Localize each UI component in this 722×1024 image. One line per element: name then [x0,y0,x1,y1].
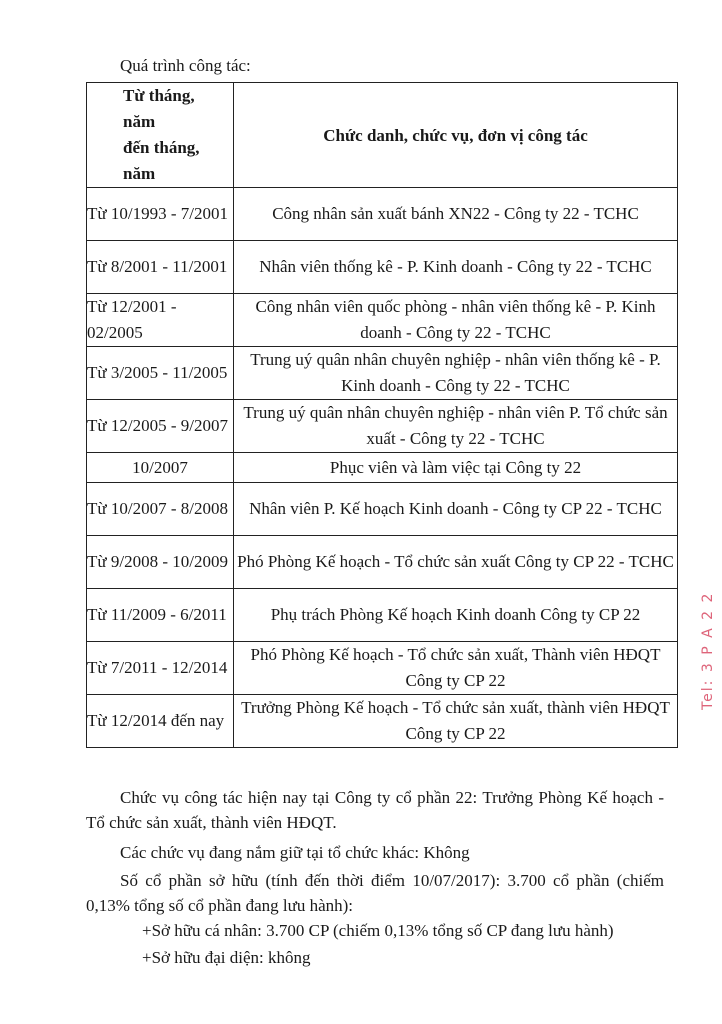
personal-ownership-line: +Sở hữu cá nhân: 3.700 CP (chiếm 0,13% tổng số CP đang lưu hành) [142,921,614,940]
table-row [87,695,678,748]
position-cell: Công nhân sản xuất bánh XN22 - Công ty 22 - TCHC [234,188,678,241]
position-cell: Phụ trách Phòng Kế hoạch Kinh doanh Công ty CP 22 [234,589,678,642]
period-cell: Từ 9/2008 - 10/2009 [87,536,234,589]
representative-ownership-line: +Sở hữu đại diện: không [142,948,311,967]
period-cell: Từ 8/2001 - 11/2001 [87,241,234,294]
position-cell: Công nhân viên quốc phòng - nhân viên thống kê - P. Kinh doanh - Công ty 22 - TCHC [234,294,678,347]
header-period-line: năm [123,164,156,183]
table-row [87,188,678,241]
position-cell: Phó Phòng Kế hoạch - Tổ chức sản xuất Công ty CP 22 - TCHC [234,536,678,589]
period-cell: Từ 12/2001 - 02/2005 [87,294,234,347]
other-positions-paragraph: Các chức vụ đang nắm giữ tại tổ chức khác: Không [120,843,470,862]
position-cell: Trung uý quân nhân chuyên nghiệp - nhân viên thống kê - P. Kinh doanh - Công ty 22 - TCHC [234,347,678,400]
table-row [87,589,678,642]
shares-owned-paragraph: Số cổ phần sở hữu (tính đến thời điểm 10/07/2017): 3.700 cổ phần (chiếm 0,13% tổng số cổ phần đang lưu hành): [86,871,664,915]
period-cell: Từ 11/2009 - 6/2011 [87,589,234,642]
table-row [87,536,678,589]
position-cell: Nhân viên P. Kế hoạch Kinh doanh - Công ty CP 22 - TCHC [234,483,678,536]
period-cell: Từ 12/2005 - 9/2007 [87,400,234,453]
period-cell: Từ 7/2011 - 12/2014 [87,642,234,695]
current-position-paragraph: Chức vụ công tác hiện nay tại Công ty cổ phần 22: Trưởng Phòng Kế hoạch - Tổ chức sản xuất, thành viên HĐQT. [86,788,664,832]
period-cell: Từ 12/2014 đến nay [87,695,234,748]
header-period [87,83,234,188]
period-cell: Từ 10/1993 - 7/2001 [87,188,234,241]
table-row [87,453,678,483]
position-cell: Nhân viên thống kê - P. Kinh doanh - Công ty 22 - TCHC [234,241,678,294]
header-period-line: năm [123,112,156,131]
position-cell: Trung uý quân nhân chuyên nghiệp - nhân viên P. Tổ chức sản xuất - Công ty 22 - TCHC [234,400,678,453]
header-period-line: Từ tháng, [123,86,195,105]
table-row [87,642,678,695]
table-row [87,294,678,347]
position-cell: Trưởng Phòng Kế hoạch - Tổ chức sản xuất, thành viên HĐQT Công ty CP 22 [234,695,678,748]
position-cell: Phục viên và làm việc tại Công ty 22 [234,453,678,483]
red-stamp-mark: Tel: 3 P A 2 2 [700,591,716,710]
period-cell: Từ 3/2005 - 11/2005 [87,347,234,400]
table-row [87,347,678,400]
header-position: Chức danh, chức vụ, đơn vị công tác [234,83,678,188]
table-header-row [87,83,678,188]
table-row [87,241,678,294]
period-cell: 10/2007 [87,453,234,483]
career-history-table [86,82,678,748]
position-cell: Phó Phòng Kế hoạch - Tổ chức sản xuất, Thành viên HĐQT Công ty CP 22 [234,642,678,695]
header-period-line: đến tháng, [123,138,200,157]
section-title: Quá trình công tác: [120,56,251,75]
table-row [87,483,678,536]
table-row [87,400,678,453]
period-cell: Từ 10/2007 - 8/2008 [87,483,234,536]
